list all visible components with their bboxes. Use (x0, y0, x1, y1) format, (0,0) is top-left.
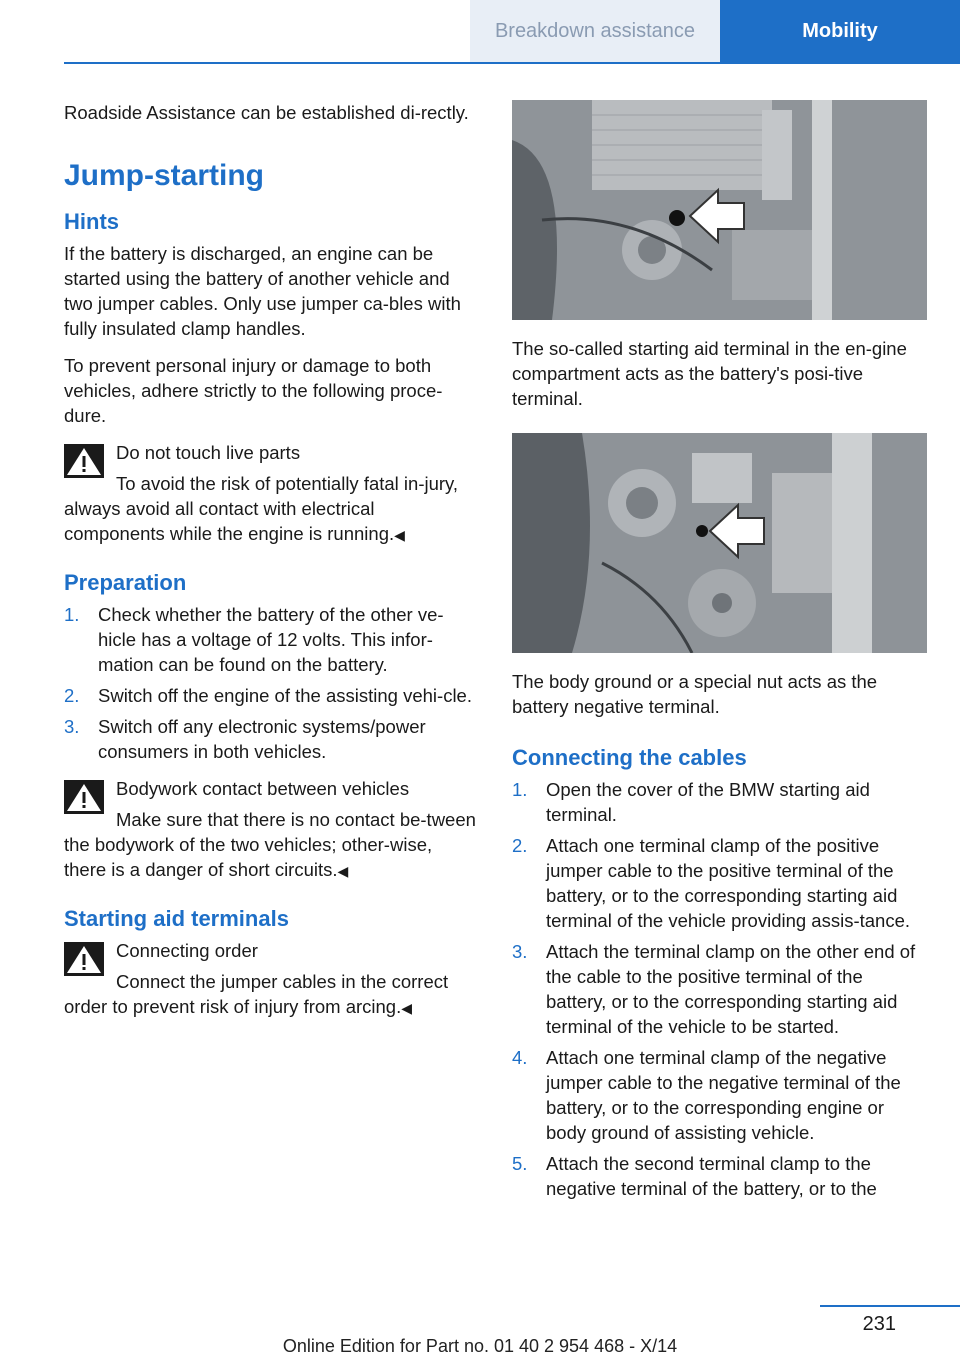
page-number: 231 (862, 1313, 896, 1335)
warning-triangle-icon (64, 444, 104, 478)
running-header (64, 0, 960, 64)
step-number: 4. (512, 1047, 528, 1068)
hints-heading: Hints (64, 209, 119, 234)
warning-text: Make sure that there is no contact be-tween the bodywork of the two vehicles; other-wise, there is a danger of short circuits. (64, 809, 476, 880)
list-item (512, 777, 927, 827)
left-column (64, 100, 479, 1033)
engine-bay-illustration (512, 433, 927, 653)
end-mark: ◀ (401, 1000, 413, 1016)
step-text: Check whether the battery of the other ve-hicle has a voltage of 12 volts. This infor-mation can be found on the battery. (98, 604, 444, 675)
list-item (64, 714, 479, 764)
step-number: 2. (512, 835, 528, 856)
warning-title: Do not touch live parts (116, 442, 301, 463)
step-text: Attach the second terminal clamp to the negative terminal of the battery, or to the (546, 1153, 877, 1199)
intro-paragraph: Roadside Assistance can be established di-rectly. (64, 102, 469, 123)
caption-positive-terminal: The so-called starting aid terminal in the en-gine compartment acts as the battery's posi-tive terminal. (512, 338, 907, 409)
step-text: Attach one terminal clamp of the negative jumper cable to the negative terminal of the battery, or to the corresponding engine or body ground of assisting vehicle. (546, 1047, 901, 1143)
starting-aid-terminals-heading: Starting aid terminals (64, 906, 289, 931)
list-item (512, 833, 927, 933)
right-column (512, 100, 927, 1213)
page-title: Jump-starting (64, 159, 265, 192)
connecting-cables-heading: Connecting the cables (512, 745, 747, 770)
list-item (64, 602, 479, 677)
step-text: Attach the terminal clamp on the other end of the cable to the positive terminal of the battery, or to the corresponding starting aid terminal of the vehicle to be started. (546, 941, 916, 1037)
list-item (512, 939, 927, 1039)
header-section-title: Breakdown assistance (470, 0, 720, 62)
engine-bay-photo-positive-terminal (512, 100, 927, 320)
hints-paragraph-1: If the battery is discharged, an engine can be started using the battery of another vehicle and two jumper cables. Only use jumper ca-bles with fully insulated clamp handles. (64, 243, 461, 339)
edition-footer: Online Edition for Part no. 01 40 2 954 468 - X/14 (282, 1336, 678, 1356)
warning-live-parts (64, 440, 479, 548)
preparation-steps (64, 602, 479, 764)
end-mark: ◀ (394, 527, 405, 543)
end-mark: ◀ (337, 863, 349, 879)
hints-paragraph-2: To prevent personal injury or damage to both vehicles, adhere strictly to the following proce-dure. (64, 355, 443, 426)
step-number: 3. (512, 941, 528, 962)
list-item (64, 683, 479, 708)
step-text: Switch off any electronic systems/power consumers in both vehicles. (98, 716, 426, 762)
step-text: Attach one terminal clamp of the positive jumper cable to the positive terminal of the battery, or to the corresponding starting aid terminal of the vehicle providing assis-tance. (546, 835, 911, 931)
warning-title: Connecting order (116, 940, 258, 961)
list-item (512, 1045, 927, 1145)
warning-title: Bodywork contact between vehicles (116, 778, 410, 799)
engine-bay-illustration (512, 100, 927, 320)
step-number: 5. (512, 1153, 528, 1174)
step-number: 3. (64, 716, 80, 737)
warning-bodywork-contact (64, 776, 479, 884)
warning-text: Connect the jumper cables in the correct order to prevent risk of injury from arcing. (64, 971, 449, 1017)
engine-bay-photo-negative-terminal (512, 433, 927, 653)
warning-triangle-icon (64, 780, 104, 814)
connecting-steps (512, 777, 927, 1201)
step-text: Switch off the engine of the assisting vehi-cle. (98, 685, 472, 706)
list-item (512, 1151, 927, 1201)
step-number: 2. (64, 685, 80, 706)
warning-text: To avoid the risk of potentially fatal in-jury, always avoid all contact with electrical components while the engine is running. (64, 473, 459, 544)
footer-rule (820, 1305, 960, 1307)
header-chapter-title: Mobility (720, 0, 960, 62)
step-text: Open the cover of the BMW starting aid terminal. (546, 779, 870, 825)
preparation-heading: Preparation (64, 570, 187, 595)
caption-negative-terminal: The body ground or a special nut acts as the battery negative terminal. (512, 671, 878, 717)
warning-connecting-order (64, 938, 479, 1021)
step-number: 1. (512, 779, 528, 800)
step-number: 1. (64, 604, 80, 625)
warning-triangle-icon (64, 942, 104, 976)
